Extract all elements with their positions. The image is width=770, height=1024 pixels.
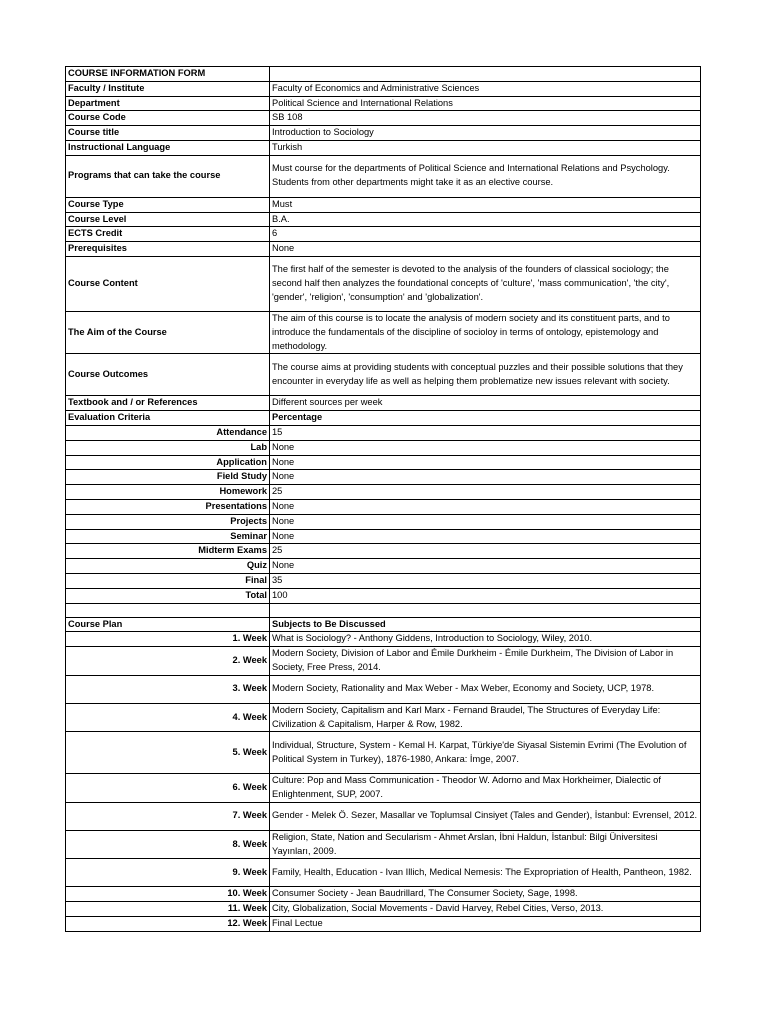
evaluation-item-value: None bbox=[270, 499, 701, 514]
department-value: Political Science and International Relations bbox=[270, 96, 701, 111]
evaluation-item-value: None bbox=[270, 470, 701, 485]
evaluation-item-value: None bbox=[270, 514, 701, 529]
week-subject: Modern Society, Capitalism and Karl Marx - Fernand Braudel, The Structures of Everyday Life: Civilization & Capitalism, Harper & Row, 1982. bbox=[270, 703, 701, 732]
week-label: 12. Week bbox=[66, 917, 270, 932]
programs-label: Programs that can take the course bbox=[66, 155, 270, 197]
week-subject: Modern Society, Rationality and Max Weber - Max Weber, Economy and Society, UCP, 1978. bbox=[270, 675, 701, 703]
faculty-label: Faculty / Institute bbox=[66, 81, 270, 96]
evaluation-item-label: Seminar bbox=[66, 529, 270, 544]
week-subject: What is Sociology? - Anthony Giddens, Introduction to Sociology, Wiley, 2010. bbox=[270, 632, 701, 647]
evaluation-item-value: 15 bbox=[270, 425, 701, 440]
prerequisites-value: None bbox=[270, 242, 701, 257]
evaluation-item-label: Attendance bbox=[66, 425, 270, 440]
week-label: 8. Week bbox=[66, 830, 270, 859]
department-label: Department bbox=[66, 96, 270, 111]
course-plan-header: Subjects to Be Discussed bbox=[270, 617, 701, 632]
week-label: 5. Week bbox=[66, 732, 270, 774]
week-subject: Religion, State, Nation and Secularism - Ahmet Arslan, İbni Haldun, İstanbul: Bilgi Üniversitesi Yayınları, 2009. bbox=[270, 830, 701, 859]
spacer-cell bbox=[270, 603, 701, 617]
course-type-label: Course Type bbox=[66, 197, 270, 212]
faculty-value: Faculty of Economics and Administrative Sciences bbox=[270, 81, 701, 96]
course-level-value: B.A. bbox=[270, 212, 701, 227]
form-title: COURSE INFORMATION FORM bbox=[66, 67, 270, 82]
evaluation-item-label: Application bbox=[66, 455, 270, 470]
course-type-value: Must bbox=[270, 197, 701, 212]
course-aim-label: The Aim of the Course bbox=[66, 311, 270, 353]
evaluation-item-label: Homework bbox=[66, 485, 270, 500]
empty-cell bbox=[270, 67, 701, 82]
week-subject: Final Lectue bbox=[270, 917, 701, 932]
course-outcomes-value: The course aims at providing students with conceptual puzzles and their possible solutions that they encounter in everyday life as well as helping them problematize new issues relevant with society. bbox=[270, 354, 701, 396]
ects-label: ECTS Credit bbox=[66, 227, 270, 242]
week-label: 10. Week bbox=[66, 887, 270, 902]
week-subject: Family, Health, Education - Ivan Illich, Medical Nemesis: The Expropriation of Health, Pantheon, 1982. bbox=[270, 859, 701, 887]
week-subject: Culture: Pop and Mass Communication - Theodor W. Adorno and Max Horkheimer, Dialectic of Enlightenment, SUP, 2007. bbox=[270, 774, 701, 803]
spacer-cell bbox=[66, 603, 270, 617]
evaluation-item-label: Projects bbox=[66, 514, 270, 529]
language-value: Turkish bbox=[270, 140, 701, 155]
evaluation-total-label: Total bbox=[66, 588, 270, 603]
evaluation-item-value: None bbox=[270, 455, 701, 470]
evaluation-item-label: Presentations bbox=[66, 499, 270, 514]
evaluation-item-label: Lab bbox=[66, 440, 270, 455]
week-label: 2. Week bbox=[66, 647, 270, 676]
evaluation-item-value: None bbox=[270, 529, 701, 544]
week-label: 6. Week bbox=[66, 774, 270, 803]
evaluation-item-value: 25 bbox=[270, 485, 701, 500]
course-information-table bbox=[65, 66, 701, 932]
evaluation-item-label: Final bbox=[66, 573, 270, 588]
programs-value: Must course for the departments of Political Science and International Relations and Psychology. Students from other departments might take it as an elective course. bbox=[270, 155, 701, 197]
course-title-label: Course title bbox=[66, 126, 270, 141]
language-label: Instructional Language bbox=[66, 140, 270, 155]
week-subject: Modern Society, Division of Labor and Émile Durkheim - Émile Durkheim, The Division of Labor in Society, Free Press, 2014. bbox=[270, 647, 701, 676]
evaluation-item-value: 35 bbox=[270, 573, 701, 588]
evaluation-header: Percentage bbox=[270, 411, 701, 426]
ects-value: 6 bbox=[270, 227, 701, 242]
week-label: 7. Week bbox=[66, 802, 270, 830]
prerequisites-label: Prerequisites bbox=[66, 242, 270, 257]
evaluation-total-value: 100 bbox=[270, 588, 701, 603]
course-code-label: Course Code bbox=[66, 111, 270, 126]
evaluation-item-label: Midterm Exams bbox=[66, 544, 270, 559]
textbook-label: Textbook and / or References bbox=[66, 396, 270, 411]
course-plan-label: Course Plan bbox=[66, 617, 270, 632]
evaluation-item-value: None bbox=[270, 559, 701, 574]
course-content-label: Course Content bbox=[66, 256, 270, 311]
week-subject: Consumer Society - Jean Baudrillard, The Consumer Society, Sage, 1998. bbox=[270, 887, 701, 902]
week-label: 3. Week bbox=[66, 675, 270, 703]
course-aim-value: The aim of this course is to locate the analysis of modern society and its constituent parts, and to introduce the fundamentals of the discipline of socioloy in terms of ontology, epistemology and methodology. bbox=[270, 311, 701, 353]
course-code-value: SB 108 bbox=[270, 111, 701, 126]
evaluation-item-value: 25 bbox=[270, 544, 701, 559]
week-subject: City, Globalization, Social Movements - David Harvey, Rebel Cities, Verso, 2013. bbox=[270, 902, 701, 917]
evaluation-item-label: Field Study bbox=[66, 470, 270, 485]
week-label: 11. Week bbox=[66, 902, 270, 917]
week-label: 4. Week bbox=[66, 703, 270, 732]
course-outcomes-label: Course Outcomes bbox=[66, 354, 270, 396]
week-label: 1. Week bbox=[66, 632, 270, 647]
textbook-value: Different sources per week bbox=[270, 396, 701, 411]
week-label: 9. Week bbox=[66, 859, 270, 887]
evaluation-item-value: None bbox=[270, 440, 701, 455]
course-content-value: The first half of the semester is devoted to the analysis of the founders of classical sociology; the second half then analyzes the foundational concepts of 'culture', 'mass communication', 'the city', 'gender', 'religion', 'consumption' and 'globalization'. bbox=[270, 256, 701, 311]
course-title-value: Introduction to Sociology bbox=[270, 126, 701, 141]
week-subject: Individual, Structure, System - Kemal H. Karpat, Türkiye'de Siyasal Sistemin Evrimi (The Evolution of Political System in Turkey), 1876-1980, Ankara: İmge, 2007. bbox=[270, 732, 701, 774]
week-subject: Gender - Melek Ö. Sezer, Masallar ve Toplumsal Cinsiyet (Tales and Gender), İstanbul: Evrensel, 2012. bbox=[270, 802, 701, 830]
evaluation-label: Evaluation Criteria bbox=[66, 411, 270, 426]
evaluation-item-label: Quiz bbox=[66, 559, 270, 574]
course-level-label: Course Level bbox=[66, 212, 270, 227]
